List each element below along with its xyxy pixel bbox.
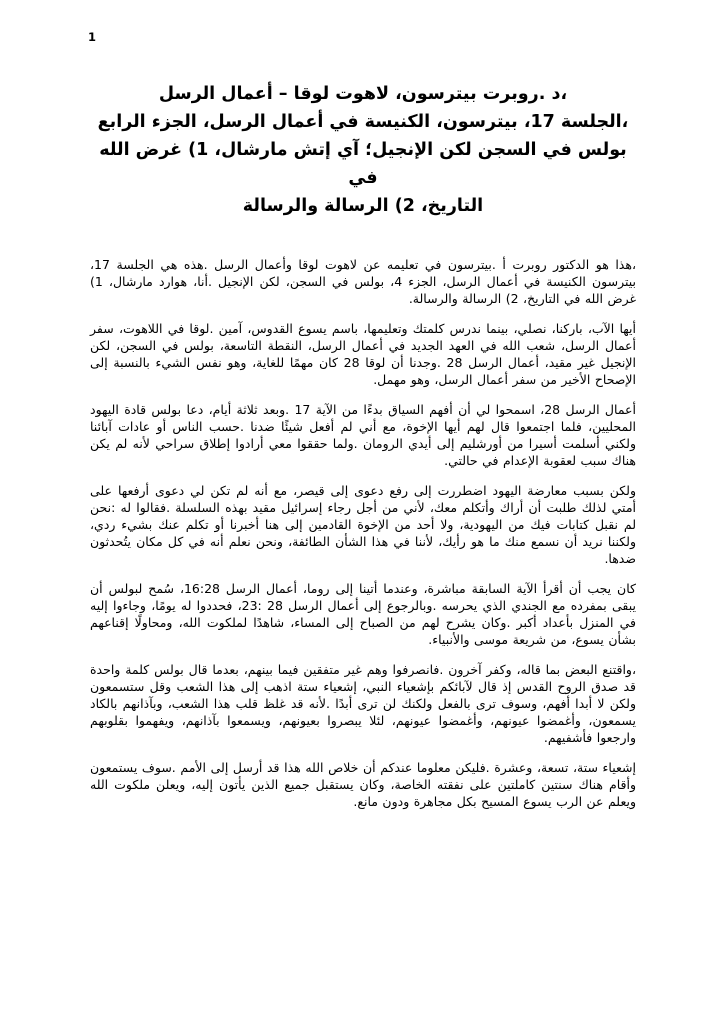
title-line-1: ،د .روبرت بيترسون، لاهوت لوقا – أعمال الرسل <box>158 84 568 104</box>
document-title <box>90 80 636 220</box>
paragraph-conclusion: إشعياء ستة، تسعة، وعشرة .فليكن معلوما عندكم أن خلاص الله هذا قد أرسل إلى الأمم .سوف يستمعون وأقام هناك سنتين كاملتين على نفقته الخاصة، وكان يستقبل جميع الذين يأتون إليه، ويعلن ملكوت الله ويعلم عن الرب يسوع المسيح بكل مجاهرة ودون مانع. <box>90 760 636 809</box>
page-number: 1 <box>88 30 97 44</box>
paragraph-rome-arrival: كان يجب أن أقرأ الآية السابقة مباشرة، وعندما أتينا إلى روما، أعمال الرسل 16:28، سُمح لبولس أن يبقى بمفرده مع الجندي الذي يحرسه .وبالرجوع إلى أعمال الرسل 28 :23، فحددوا له يومًا، وجاءوا إليه في المنزل بأعداد أكبر .وكان يشرح لهم من الصباح إلى المساء، شاهدًا لملكوت الله، ومحاولًا إقناعهم بشأن يسوع، من شريعة موسى والأنبياء. <box>90 581 636 647</box>
paragraph-appeal-to-caesar: ولكن بسبب معارضة اليهود اضطررت إلى رفع دعوى إلى قيصر، مع أنه لم تكن لي دعوى أرفعها على أمتي لذلك طلبت أن أراك وأتكلم معك، لأني من أجل رجاء إسرائيل مقيد بهذه السلسلة .فقالوا له :نحن لم نقبل كتابات فيك من اليهودية، ولا أحد من الإخوة القادمين إلى هنا أخبرنا أو تكلم عنك بشيء ردي، ولكننا نريد أن نسمع منك ما هو رأيك، لأننا في هذا الشأن الطائفة، ونحن نعلم أنه في كل مكان يتُحدثون ضدها. <box>90 483 636 566</box>
paragraph-acts28-context: أعمال الرسل 28، اسمحوا لي أن أفهم السياق بدءًا من الآية 17 .وبعد ثلاثة أيام، دعا بولس قادة اليهود المحليين، فلما اجتمعوا قال لهم أيها الإخوة، مع أني لم أفعل شيئًا ضدنا .حسب الناس أو عادات آبائنا ولكني أسلمت أسيرا من أورشليم إلى أيدي الرومان .ولما حققوا معي أرادوا إطلاق سراحي لأنه لم يكن هناك سبب لعقوبة الإعدام في حالتي. <box>90 402 636 468</box>
paragraph-intro: ،هذا هو الدكتور روبرت أ .بيترسون في تعليمه عن لاهوت لوقا وأعمال الرسل .هذه هي الجلسة 17، بيترسون الكنيسة في أعمال الرسل، الجزء 4، بولس في السجن، لكن الإنجيل .أنا، هوارد مارشال، 1) غرض الله في التاريخ، 2) الرسالة والرسالة. <box>90 257 636 306</box>
paragraph-isaiah-quote: ،واقتنع البعض بما قاله، وكفر آخرون .فانصرفوا وهم غير متفقين فيما بينهم، بعدما قال بولس كلمة واحدة قد صدق الروح القدس إذ قال لآبائكم بإشعياء النبي، إشعياء ستة اذهب إلى هذا الشعب وقل ستسمعون ولكن لا أبدا أفهم، وسوف ترى بالفعل ولكنك لن ترى أبدًا .لأنه قد غلظ قلب هذا الشعب، وبآذانهم بالكاد يسمعون، وأغمضوا عيونهم، وأغمضوا عيونهم، لئلا يبصروا بعيونهم، ويسمعوا بآذانهم، ويفهموا بقلوبهم وارجعوا فأشفيهم. <box>90 662 636 745</box>
title-line-4: التاريخ، 2) الرسالة والرسالة <box>242 196 484 216</box>
document-content <box>90 80 636 823</box>
paragraph-prayer: أيها الآب، باركنا، نصلي، بينما ندرس كلمتك وتعليمها، باسم يسوع القدوس، آمين .لوقا في اللاهوت، سفر أعمال الرسل، شعب الله في العهد الجديد في أعمال الرسل، النقطة التاسعة، بولس في السجن، لكن الإنجيل غير مقيد، أعمال الرسل 28 .وجدنا أن لوقا 28 كان مهمًا للغاية، وهو نفس الشيء بالنسبة إلى الإصحاح الأخير من سفر أعمال الرسل، وهو مهمل. <box>90 321 637 387</box>
title-line-3: بولس في السجن لكن الإنجيل؛ آي إتش مارشال، 1) غرض الله في <box>99 140 627 188</box>
title-line-2: ،الجلسة 17، بيترسون، الكنيسة في أعمال الرسل، الجزء الرابع <box>97 112 629 132</box>
